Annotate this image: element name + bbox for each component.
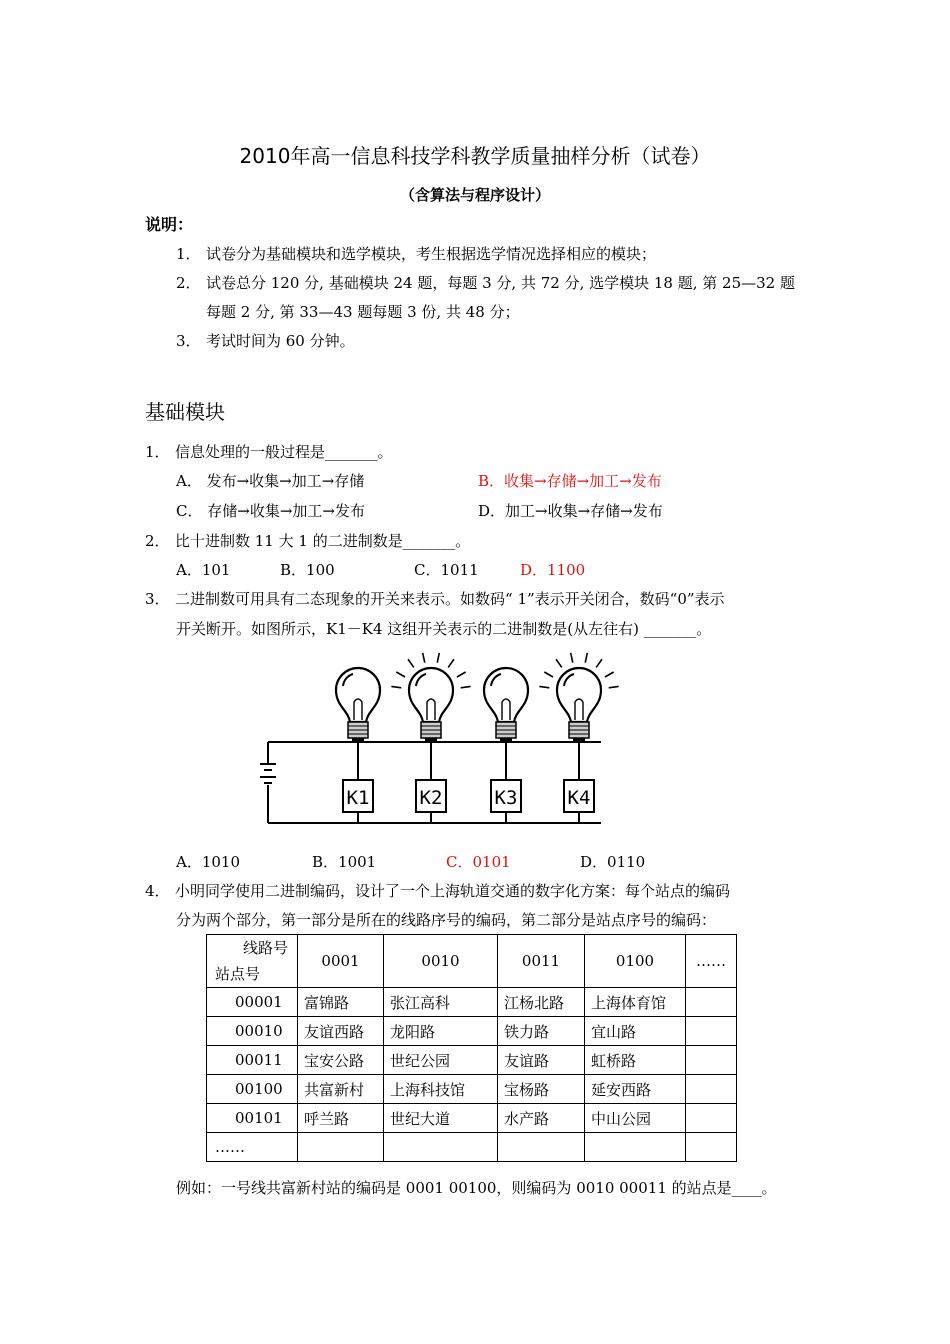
note-item-continued: 每题 2 分, 第 33—43 题每题 3 份, 共 48 分； [206,303,520,321]
option-a: A．1010 [176,853,241,871]
station-code-cell: 00001 [207,988,298,1017]
station-name-cell: 龙阳路 [384,1017,498,1046]
question-4: 4． 小明同学使用二进制编码，设计了一个上海轨道交通的数字化方案：每个站点的编码 [145,882,731,900]
option-d: D．加工→收集→存储→发布 [478,502,663,520]
station-code-cell: 00100 [207,1075,298,1104]
table-corner-cell: 线路号 站点号 [207,935,298,988]
station-name-cell: 呼兰路 [298,1104,384,1133]
option-b: B．100 [280,561,335,579]
station-name-cell: 延安西路 [585,1075,686,1104]
option-b: B．1001 [312,853,377,871]
page-subtitle: （含算法与程序设计） [399,186,550,204]
question-4-example: 例如：一号线共富新村站的编码是 0001 00100，则编码为 0010 00011 的站点是____。 [176,1179,777,1197]
switch-label: K1 [346,787,370,809]
station-name-cell [585,1133,686,1162]
bulb-switch-4 [539,653,618,823]
table-row [207,1133,737,1162]
question-4-continued: 分为两个部分，第一部分是所在的线路序号的编码，第二部分是站点序号的编码： [176,911,717,929]
station-name-cell [686,1075,737,1104]
section-title: 基础模块 [145,400,225,424]
station-name-cell: 世纪大道 [384,1104,498,1133]
option-c: C． 存储→收集→加工→发布 [176,502,365,520]
station-code-cell: 00101 [207,1104,298,1133]
station-name-cell [384,1133,498,1162]
option-c: C．0101 [446,853,511,871]
station-name-cell [298,1133,384,1162]
bulb-switch-3 [484,668,528,823]
table-column-header: 0011 [498,935,585,988]
option-b: B．收集→存储→加工→发布 [478,472,662,490]
station-name-cell: 友谊西路 [298,1017,384,1046]
notes-heading: 说明： [145,215,194,234]
table-header-row [207,935,737,988]
question-3: 3． 二进制数可用具有二态现象的开关来表示。如数码“ 1”表示开关闭合，数码“0”表示 [145,590,725,608]
station-code-cell: …… [207,1133,298,1162]
station-code-table [206,934,737,1162]
table-row [207,1046,737,1075]
station-name-cell: 中山公园 [585,1104,686,1133]
option-a: A． 发布→收集→加工→存储 [176,472,365,490]
station-name-cell: 上海体育馆 [585,988,686,1017]
station-name-cell: 水产路 [498,1104,585,1133]
table-row [207,1075,737,1104]
station-name-cell [686,1104,737,1133]
switch-label: K4 [567,787,591,809]
station-name-cell [686,988,737,1017]
light-bulb-icon [409,668,453,742]
station-name-cell [686,1017,737,1046]
station-name-cell: 铁力路 [498,1017,585,1046]
station-name-cell: 江杨北路 [498,988,585,1017]
option-d: D．1100 [520,561,586,579]
station-name-cell [498,1133,585,1162]
bulb-switch-1 [336,668,380,823]
station-name-cell: 友谊路 [498,1046,585,1075]
station-name-cell: 世纪公园 [384,1046,498,1075]
table-column-header: …… [686,935,737,988]
table-column-header: 0100 [585,935,686,988]
station-name-cell [686,1133,737,1162]
switch-circuit-figure [256,650,626,834]
light-bulb-icon [557,668,601,742]
table-row [207,1104,737,1133]
question-2: 2． 比十进制数 11 大 1 的二进制数是_______。 [145,532,471,550]
bulb-switch-2 [391,653,470,823]
option-a: A．101 [176,561,231,579]
switch-label: K2 [419,787,443,809]
station-name-cell: 宜山路 [585,1017,686,1046]
note-item: 1． 试卷分为基础模块和选学模块，考生根据选学情况选择相应的模块； [176,245,657,263]
light-bulb-icon [484,668,528,742]
switch-label: K3 [494,787,518,809]
table-column-header: 0001 [298,935,384,988]
note-item: 2． 试卷总分 120 分, 基础模块 24 题，每题 3 分, 共 72 分, 选学模块 18 题, 第 25—32 题 [176,274,795,292]
station-name-cell: 上海科技馆 [384,1075,498,1104]
table-row [207,1017,737,1046]
station-name-cell: 共富新村 [298,1075,384,1104]
table-row [207,988,737,1017]
station-name-cell: 张江高科 [384,988,498,1017]
page-title: 2010年高一信息科技学科教学质量抽样分析（试卷） [239,144,711,168]
battery-icon [260,764,276,783]
note-item: 3． 考试时间为 60 分钟。 [176,332,355,350]
station-name-cell: 宝安公路 [298,1046,384,1075]
station-name-cell: 富锦路 [298,988,384,1017]
station-code-cell: 00010 [207,1017,298,1046]
question-1: 1． 信息处理的一般过程是_______。 [145,443,393,461]
station-name-cell: 虹桥路 [585,1046,686,1075]
station-code-cell: 00011 [207,1046,298,1075]
option-c: C．1011 [414,561,479,579]
question-3-continued: 开关断开。如图所示，K1－K4 这组开关表示的二进制数是(从左往右) _______。 [176,620,712,638]
option-d: D．0110 [580,853,646,871]
table-column-header: 0010 [384,935,498,988]
station-name-cell: 宝杨路 [498,1075,585,1104]
light-bulb-icon [336,668,380,742]
station-name-cell [686,1046,737,1075]
